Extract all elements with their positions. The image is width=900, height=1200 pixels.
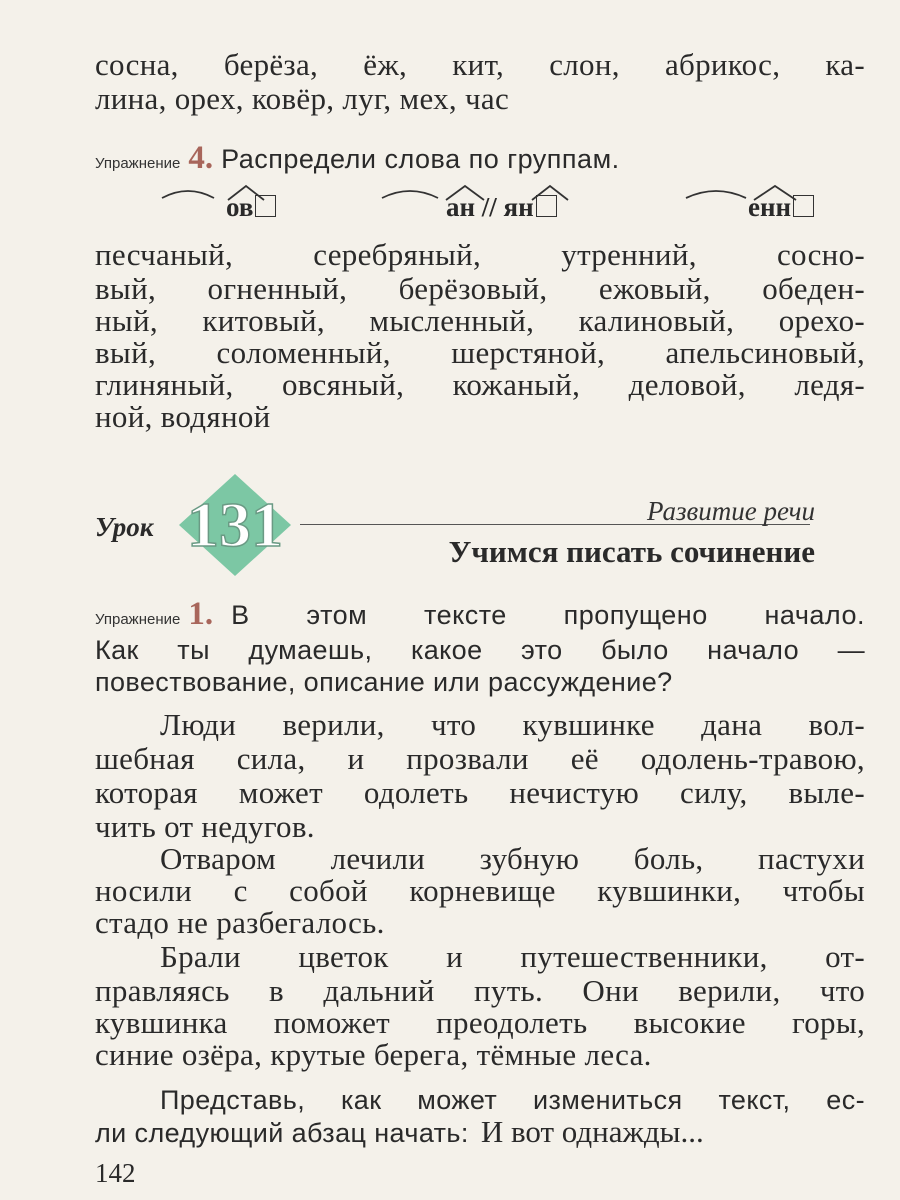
exercise-number: 4. [188, 140, 214, 176]
suffix-text: ан // ян [446, 192, 534, 222]
lesson-label: Урок [95, 512, 154, 542]
text-line: чить от недугов. [95, 809, 315, 844]
suffix-text: ов [226, 192, 254, 222]
task-line: Представь, как может измениться текст, ес- [160, 1085, 865, 1115]
morph-group-ov [226, 192, 276, 234]
morph-group-enn [748, 192, 814, 234]
ending-box-icon [793, 195, 814, 217]
exercise-word-line: песчаный, серебряный, утренний, сосно- [95, 237, 865, 272]
lesson-number: 131 [187, 489, 283, 560]
exercise-label: Упражнение [95, 611, 181, 628]
suffix-text: енн [748, 192, 792, 222]
text-line: Люди верили, что кувшинке дана вол- [160, 707, 865, 742]
root-arc-icon [686, 191, 746, 198]
lesson-title: Учимся писать сочинение [448, 534, 815, 569]
exercise-question-line: В этом тексте пропущено начало. [231, 600, 865, 630]
exercise-1-heading [95, 596, 865, 633]
root-arc-icon [162, 191, 214, 198]
lesson-header [95, 470, 815, 580]
exercise-instruction: Распредели слова по группам. [221, 144, 620, 174]
exercise-word-line: вый, соломенный, шерстяной, апельсиновый, [95, 335, 865, 370]
page-number: 142 [95, 1158, 136, 1188]
text-line: стадо не разбегалось. [95, 905, 385, 940]
lesson-number-badge [175, 470, 295, 580]
exercise-word-line: ный, китовый, мысленный, калиновый, орехо- [95, 303, 865, 338]
exercise-word-line: глиняный, овсяный, кожаный, деловой, ледя- [95, 367, 865, 402]
lesson-section: Развитие речи [647, 496, 815, 526]
task-line-final [95, 1114, 865, 1150]
exercise-word-line: вый, огненный, берёзовый, ежовый, обеден- [95, 271, 865, 306]
exercise-number: 1. [188, 596, 214, 632]
ending-box-icon [255, 195, 276, 217]
exercise-label: Упражнение [95, 155, 181, 172]
root-arc-icon [382, 191, 438, 198]
word-list-line: сосна, берёза, ёж, кит, слон, абрикос, ка- [95, 47, 865, 82]
word-list-line: лина, орех, ковёр, луг, мех, час [95, 81, 510, 116]
text-line: правляясь в дальний путь. Они верили, что [95, 973, 865, 1008]
text-line: Отваром лечили зубную боль, пастухи [160, 841, 865, 876]
text-line: носили с собой корневище кувшинки, чтобы [95, 873, 865, 908]
exercise-question-line: Как ты думаешь, какое это было начало — [95, 635, 865, 665]
text-line: Брали цветок и путешественники, от- [160, 939, 865, 974]
exercise-word-line: ной, водяной [95, 399, 271, 434]
ending-box-icon [536, 195, 557, 217]
text-line: которая может одолеть нечистую силу, выле- [95, 775, 865, 810]
morph-group-an-yan [446, 192, 557, 234]
task-quote: И вот однажды... [480, 1114, 704, 1149]
text-line: кувшинка поможет преодолеть высокие горы, [95, 1005, 865, 1040]
exercise-question-line: повествование, описание или рассуждение? [95, 667, 673, 697]
text-line: шебная сила, и прозвали её одолень-травою, [95, 741, 865, 776]
text-line: синие озёра, крутые берега, тёмные леса. [95, 1037, 652, 1072]
exercise-4-heading [95, 140, 620, 177]
task-line: ли следующий абзац начать: [95, 1118, 469, 1148]
